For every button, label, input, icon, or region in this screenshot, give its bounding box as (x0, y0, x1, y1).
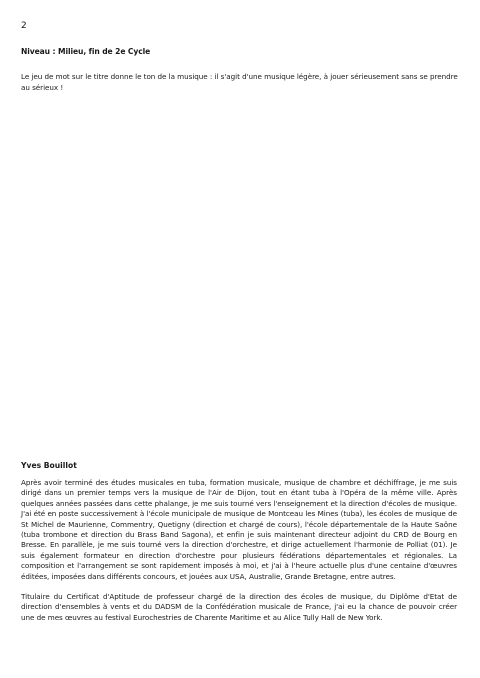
author-biography (21, 478, 457, 633)
author-name-heading: Yves Bouillot (21, 461, 77, 470)
biography-paragraph: Après avoir terminé des études musicales en tuba, formation musicale, musique de chambre et déchiffrage, je me suis dirigé dans un premier temps vers la musique de l'Air de Dijon, tout en étant tuba à l'Opéra de la même ville. Après quelques années passées dans cette phalange, je me suis tourné vers l'enseignement et la direction d'écoles de musique. J'ai été en poste successivement à l'école municipale de musique de Montceau les Mines (tuba), les écoles de musique de St Michel de Maurienne, Commentry, Quetigny (direction et chargé de cours), l'école départementale de la Haute Saône (tuba trombone et direction du Brass Band Sagona), et enfin je suis maintenant directeur adjoint du CRD de Bourg en Bresse. En parallèle, je me suis tourné vers la direction d'orchestre, et dirige actuellement l'harmonie de Polliat (01). Je suis également formateur en direction d'orchestre pour plusieurs fédérations départementales et régionales. La composition et l'arrangement se sont rapidement imposés à moi, et j'ai à l'heure actuelle plus d'une centaine d'œuvres éditées, imposées dans différents concours, et jouées aux USA, Australie, Grande Bretagne, entre autres. (21, 478, 457, 581)
biography-paragraph: Titulaire du Certificat d'Aptitude de professeur chargé de la direction des écoles de musique, du Diplôme d'Etat de direction d'ensembles à vents et du DADSM de la Confédération musicale de France, j'ai eu la chance de pouvoir créer une de mes œuvres au festival Eurochestries de Charente Maritime et au Alice Tully Hall de New York. (21, 592, 457, 622)
level-heading: Niveau : Milieu, fin de 2e Cycle (21, 47, 151, 56)
level-description: Le jeu de mot sur le titre donne le ton de la musique : il s'agit d'une musique légère, à jouer sérieusement sans se prendre au sérieux ! (21, 72, 458, 92)
page-number: 2 (21, 21, 27, 31)
